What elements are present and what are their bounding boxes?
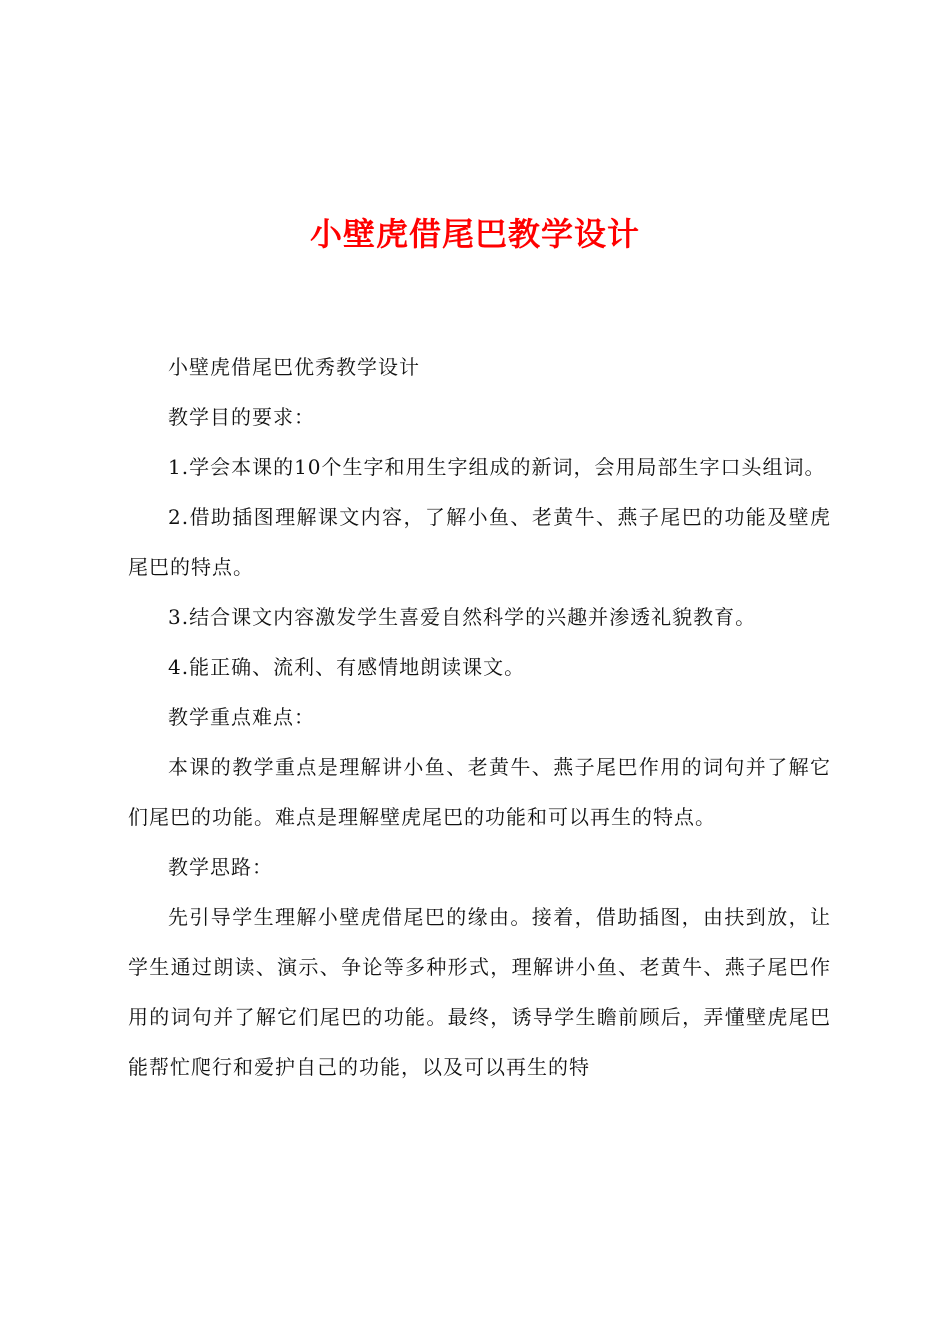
document-body bbox=[128, 342, 831, 1092]
paragraph-keypoints: 本课的教学重点是理解讲小鱼、老黄牛、燕子尾巴作用的词句并了解它们尾巴的功能。难点是理解壁虎尾巴的功能和可以再生的特点。 bbox=[128, 755, 831, 829]
paragraph-goal-2: 2.借助插图理解课文内容，了解小鱼、老黄牛、燕子尾巴的功能及壁虎尾巴的特点。 bbox=[128, 505, 831, 579]
paragraph-approach: 先引导学生理解小壁虎借尾巴的缘由。接着，借助插图，由扶到放，让学生通过朗读、演示、争论等多种形式，理解讲小鱼、老黄牛、燕子尾巴作用的词句并了解它们尾巴的功能。最终，诱导学生瞻前顾后，弄懂壁虎尾巴能帮忙爬行和爱护自己的功能，以及可以再生的特 bbox=[128, 905, 831, 1079]
paragraph-approach-heading: 教学思路： bbox=[168, 855, 273, 879]
paragraph-subtitle: 小壁虎借尾巴优秀教学设计 bbox=[168, 355, 420, 379]
paragraph-goal-4: 4.能正确、流利、有感情地朗读课文。 bbox=[168, 655, 526, 679]
paragraph-goal-3: 3.结合课文内容激发学生喜爱自然科学的兴趣并渗透礼貌教育。 bbox=[168, 605, 757, 629]
document-title: 小壁虎借尾巴教学设计 bbox=[309, 215, 640, 253]
paragraph-keypoints-heading: 教学重点难点： bbox=[168, 705, 315, 729]
paragraph-goal-1: 1.学会本课的10个生字和用生字组成的新词，会用局部生字口头组词。 bbox=[168, 455, 826, 479]
paragraph-goals-heading: 教学目的要求： bbox=[168, 405, 315, 429]
